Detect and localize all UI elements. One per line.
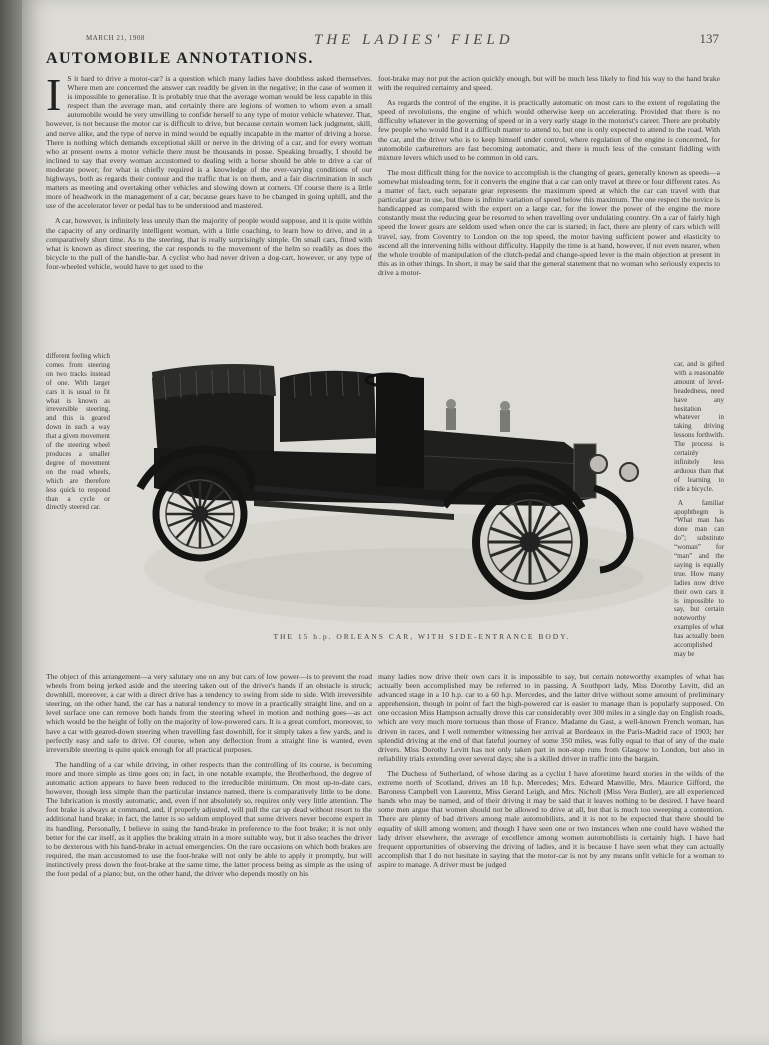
article-paragraph: A car, however, is infinitely less unruly than the majority of people would suppose, and it is quite within the capacity of any ordinarily intelligent woman, with a little coaching, to learn how to drive, and in a comparatively short time. As to the steering, that is really surprisingly simple. On small cars, fitted with what is known as direct steering, the car responds to the movement of the helm so readily as does the bicycle to the pull of the handle-bar. A cyclist who had never driven a dog-cart, however, or any type of four-wheeled vehicle, would have to get used to the bbox=[46, 216, 372, 271]
page-binding-shadow bbox=[0, 0, 22, 1045]
article-paragraph: many ladies now drive their own cars it is impossible to say, but certain noteworthy examples of what has actually been accomplished may be referred to in passing. A Southport lady, Miss Dorothy Levitt, did an advanced stage in a 10 h.p. car to a 60 h.p. Mercedes, and the latter drive without some amount of preliminary apprehension, though in point of fact the high-powered car is easier to manage than is popularly supposed. On one occasion Miss Hampson actually drove this car considerably over 300 miles in a single day on English roads, which are very much more tortuous than those of France. Madame du Gast, a well-known French woman, has driven in races, and I well remember witnessing her arrival at Bordeaux in the Paris-Madrid race of 1903; her splendid driving at the end of that fateful journey of some 350 miles, was fully equal to that of any of the male drivers. Miss Dorothy Levitt has not only taken part in non-stop runs from Glasgow to London, but also in reliability trials extending over several days; she is a skilled driver in traffic into the bargain. bbox=[378, 672, 724, 763]
car-photograph bbox=[124, 338, 672, 628]
issue-date: MARCH 21, 1908 bbox=[86, 34, 145, 42]
article-paragraph: The most difficult thing for the novice to accomplish is the changing of gears, generally known as speeds—a somewhat misleading term, for it converts the engine that a car can only travel at three or four different rates. As a matter of fact, each separate gear represents the maximum speed at which the car can travel with that particular gear in use, but there is infinite variation of speed below this maximum. The one respect the novice is handicapped as compared with the expert on a large car, for the lower the power of the engine the more constantly must the reducing gear be resorted to when travelling over undulating country. On a car of fairly high speed the lower gears are seldom used when once the car is started; in fact, there are plenty of cars which will travel, say, from Coventry to London on the top speed, the motor having sufficient power and elasticity to ascend all the intervening hills without difficulty. Happily the time is at hand, however, if not even nearer, when the whole trouble of manipulation of the clutch-pedal and change-speed lever is the main objection at present in this as in other things. In short, it may be said that the general statement that no woman who seriously expects to drive a motor- bbox=[378, 167, 720, 277]
narrow-text: car, and is gifted with a reasonable amount of level-headedness, need have any hesitation whatever in taking driving lessons forthwith. The process is certainly infinitely less arduous than that of learning to ride a bicycle. bbox=[674, 360, 724, 493]
figure-caption: THE 15 h.p. ORLEANS CAR, WITH SIDE-ENTRANCE BODY. bbox=[273, 632, 571, 641]
magazine-page bbox=[22, 0, 769, 1045]
front-wheel bbox=[476, 488, 584, 596]
article-headline: AUTOMOBILE ANNOTATIONS. bbox=[46, 50, 314, 67]
column-right-narrow bbox=[674, 360, 724, 680]
magazine-title: THE LADIES' FIELD bbox=[314, 32, 514, 48]
drop-cap: I bbox=[46, 74, 62, 120]
column-right-lower bbox=[378, 672, 724, 1027]
article-paragraph bbox=[46, 74, 372, 210]
column-left-narrow bbox=[46, 352, 110, 672]
article-paragraph: The object of this arrangement—a very salutary one on any but cars of low power—is to prevent the road wheels from being jerked aside and the steering taken out of the driver's hands if an obstacle is struck; downhill, moreover, a car with a direct drive has a tendency to swing from side to side. With irreversible steering, on the other hand, the car has a natural tendency to move in a practically straight line, and on a level surface one can remove both hands from the steering wheel in motion and nothing goes—as act which would be the height of folly on the majority of low-powered cars. It is a great comfort, moreover, to have a car with geared-down steering when travelling fast downhill, for it simply takes a few yards, and is perfectly easy and safe to drive. Of course, when any deflection from a straight line is wanted, even irreversible steering is quite quick enough for all practical purposes. bbox=[46, 672, 372, 754]
page-number: 137 bbox=[699, 31, 719, 46]
rear-wheel bbox=[156, 470, 244, 558]
article-paragraph: The handling of a car while driving, in other respects than the controlling of its course, is becoming more and more simple as time goes on; in fact, in one notable example, the Brotherhood, the degree of automatic action appears to have been reduced to the irreducible minimum. On most up-to-date cars, however, though less simple than the particular instance named, there is comparatively little to be done. The lubrication is mostly automatic, and, even if not absolutely so, requires only very little attention. The foot brake is always at command, and, if properly adjusted, will pull the car up dead without resort to the additional hand brake; in fact, the latter is so seldom employed that some drivers never become expert in its handling. Personally, I believe in using the hand-brake in preference to the foot brake; it is not only better for the car itself, as it applies the braking strain in a more suitable way, but it also teaches the driver to be dexterous with his hand-brake in actual emergencies. On the rare occasions on which both brakes are required, the man accustomed to use the foot-brake will not only be able to apply it promptly, but will instinctively press down the foot-brake at the same time, the latter process being as simple as the using of the foot pedal of a piano; but, on the other hand, the driver who depends mostly on his bbox=[46, 759, 372, 878]
column-left-lower bbox=[46, 672, 372, 1027]
narrow-text: A familiar apophthegm is “What man has done man can do”; substitute “woman” for “man” and the saying is equally true. How many ladies now drive their own cars it is impossible to say, but certain noteworthy examples of what has actually been accomplished may be bbox=[674, 498, 724, 658]
running-head bbox=[22, 30, 769, 52]
column-left-upper bbox=[46, 74, 372, 350]
article-paragraph: As regards the control of the engine, it is practically automatic on most cars to the extent of regulating the speed of revolutions, the engine of which would otherwise keep on accelerating. Provided that there is no difficulty whatever in the governing of speed or in a very early stage in the motorist's career. There are probably few people who would find it a difficult matter to attend to, but one is only expected to attend to the road. With the car, and the driver who is to keep himself under control, where regulation of the engine is concerned, for automobile carburettors are fast becoming automatic, and there is much less of the constant fiddling with mixture levers which used to be common in old cars. bbox=[378, 98, 720, 162]
narrow-text: different feeling which comes from steering on two tracks instead of one. With larger cars it is usual to fit what is known as irreversible steering, and this is geared down in such a way that a given movement of the steering wheel produces a smaller degree of movement on the road wheels, which are therefore less quick to respond than a cycle or directly steered car. bbox=[46, 352, 110, 512]
article-paragraph: The Duchess of Sutherland, of whose daring as a cyclist I have aforetime heard stories in the wilds of the extreme north of Scotland, drives an 18 h.p. Mercedes; Mrs. Edward Manville, Mrs. Maurice Gifford, the Baroness Campbell von Laurentz, Miss Gerard Leigh, and Mrs. Nicholl (Miss Vera Butler), are all experienced hands who may be named, and of their driving it may be said that it leaves nothing to be desired. I have heard some men argue that women should not be allowed to drive at all, but that is much too sweeping a contention. There are plenty of bad drivers among male automobilists, and it is not to be expected that there should be equality of skill among women; and though I have seen one or two instances when one could have wished the lady driver elsewhere, the average of excellence among women automobilists is certainly high. I have had frequent opportunities of observing the driving of ladies, and it is because I have seen what they can actually accomplish that I do not hesitate in saying that the motor-car is not by any means unfit vehicle for a woman to aspire to manage. A driver must be judged bbox=[378, 768, 724, 869]
paragraph-text: S it hard to drive a motor-car? is a question which many ladies have doubtless asked themselves. Where men are concerned the answer can readily be given in the negative; in the case of women it is impossible to generalise. It is probably true that the average woman would be less capable in this respect than the average man, and certainly there are legions of women to whom even a small automobile would be very unwilling to confide herself to any type of motor vehicle whatever. That, however, is not because the motor car is difficult to drive, but because certain women lack judgment, skill, and nerve alike, and the type of nerve in mind would be equally incapable in the matter of driving a horse. There is nothing which demands exceptional skill or nerve in the driving of a car, and for every woman who at present owns a motor vehicle there must be thousands in posse. Speaking broadly, I should be inclined to say that every woman accustomed to dealing with a horse should be able to drive a car of moderate power; for what is chiefly required is a knowledge of the ever-varying conditions of our highways, both as regards their contour and the traffic that is on them, and a fair discrimination in such matters as meeting and overtaking other vehicles and slowing down at corners. Of course there is a little more of headwork in the management of a car, because gears have to be changed in going uphill, and the use of the accelerator lever or pedal has to be understood and mastered. bbox=[46, 74, 372, 211]
article-paragraph: foot-brake may not put the action quickly enough, but will be much less likely to find his way to the hand brake with the required certainty and speed. bbox=[378, 74, 720, 93]
column-right-upper bbox=[378, 74, 720, 358]
